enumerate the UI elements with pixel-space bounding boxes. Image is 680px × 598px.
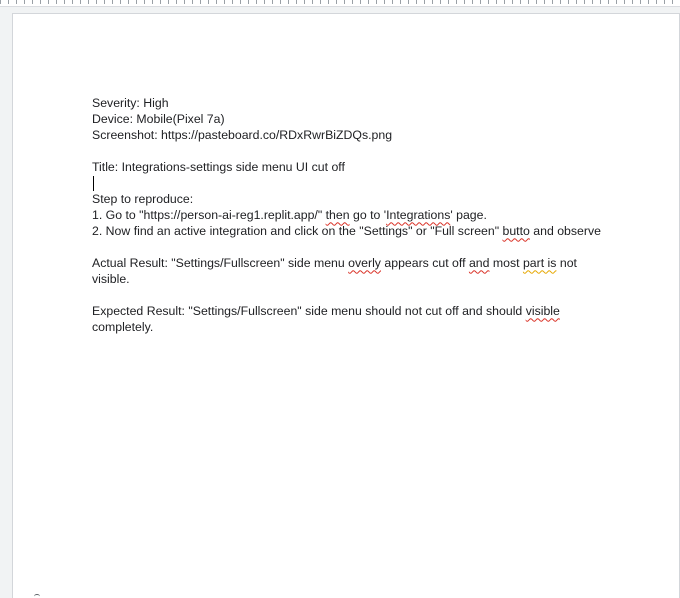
actual-text-a: Actual Result: "Settings/Fullscreen" side menu: [92, 256, 349, 271]
actual-text-g: not visible.: [92, 256, 577, 287]
spellcheck-word[interactable]: then: [325, 208, 350, 223]
expected-text-c: completely.: [92, 320, 154, 335]
screenshot-line: Screenshot: https://pasteboard.co/RDxRwrBiZDQs.png: [92, 128, 393, 142]
expected-result: [92, 303, 572, 335]
step-2: [92, 223, 652, 239]
document-body[interactable]: [92, 95, 652, 335]
step-2-text-c: and observe: [529, 224, 601, 239]
actual-text-c: appears cut off: [380, 256, 469, 271]
cursor-line: [92, 175, 652, 191]
step-1-text-c: go to ': [349, 208, 387, 223]
grammar-suggestion[interactable]: part is: [522, 256, 557, 271]
spellcheck-word[interactable]: overly: [348, 256, 381, 271]
actual-text-e: most: [489, 256, 523, 271]
spellcheck-word[interactable]: butto: [502, 224, 530, 239]
severity-line: Severity: High: [92, 96, 169, 110]
page-corner-mark: [34, 594, 40, 598]
blank-line: [92, 143, 652, 159]
spellcheck-word[interactable]: visible: [525, 304, 560, 319]
blank-line: [92, 287, 652, 303]
expected-text-a: Expected Result: "Settings/Fullscreen" side menu should not cut off and should: [92, 304, 526, 319]
spellcheck-word[interactable]: Integrations: [386, 208, 451, 223]
device-line: Device: Mobile(Pixel 7a): [92, 112, 225, 126]
text-cursor: [93, 176, 94, 191]
step-1-text-e: ' page.: [450, 208, 487, 223]
actual-result: [92, 255, 582, 287]
title-line: Title: Integrations-settings side menu UI cut off: [92, 160, 345, 174]
step-2-text-a: 2. Now find an active integration and click on the "Settings" or "Full screen": [92, 224, 503, 239]
step-1-text-a: 1. Go to "https://person-ai-reg1.replit.app/": [92, 208, 326, 223]
spellcheck-word[interactable]: and: [468, 256, 490, 271]
step-1: [92, 207, 652, 223]
steps-heading: Step to reproduce:: [92, 192, 194, 207]
horizontal-ruler[interactable]: [0, 0, 680, 7]
blank-line: [92, 239, 652, 255]
document-page[interactable]: [12, 13, 680, 598]
